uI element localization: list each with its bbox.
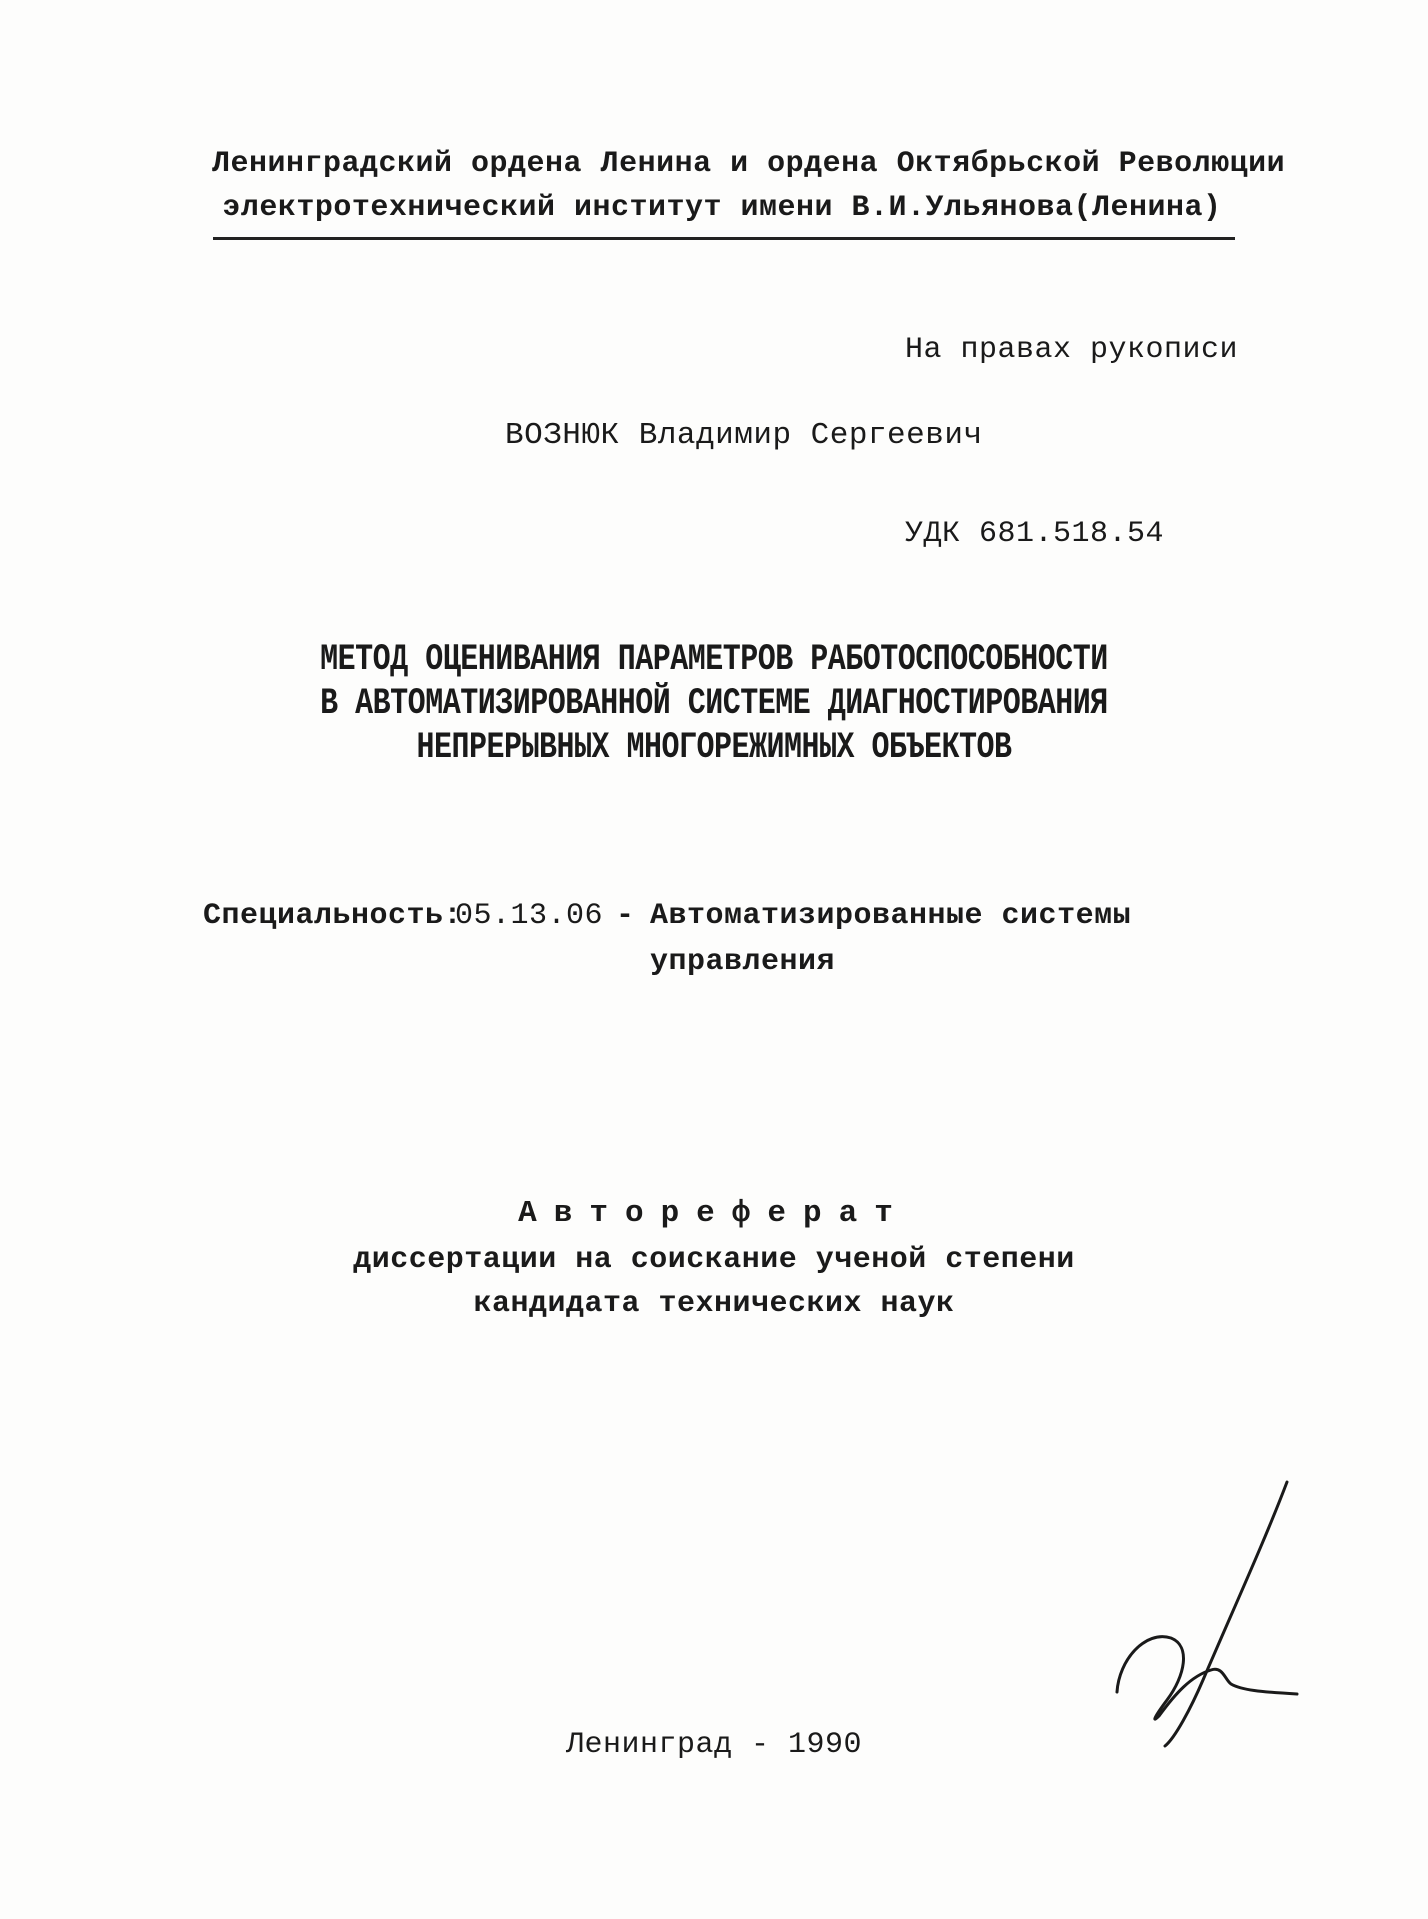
title-line-3: НЕПРЕРЫВНЫХ МНОГОРЕЖИМНЫХ ОБЪЕКТОВ	[416, 726, 1012, 770]
rights-notice: На правах рукописи	[905, 333, 1239, 367]
specialty-name-line-1: Автоматизированные системы	[650, 899, 1132, 933]
specialty-code: 05.13.06	[455, 899, 604, 933]
specialty-name-line-2: управления	[650, 945, 836, 979]
header-divider	[213, 237, 1235, 240]
udc-code: УДК 681.518.54	[905, 517, 1165, 551]
handwritten-signature	[1115, 1480, 1305, 1750]
institution-line-2: электротехнический институт имени В.И.Ульянова(Ленина)	[222, 191, 1222, 225]
specialty-dash: -	[616, 899, 635, 933]
title-line-2: В АВТОМАТИЗИРОВАННОЙ СИСТЕМЕ ДИАГНОСТИРОВАНИЯ	[320, 682, 1108, 726]
abstract-heading: Автореферат	[518, 1196, 910, 1231]
title-line-1: МЕТОД ОЦЕНИВАНИЯ ПАРАМЕТРОВ РАБОТОСПОСОБНОСТИ	[320, 638, 1108, 682]
specialty-label: Специальность:	[203, 899, 463, 933]
institution-line-1: Ленинградский ордена Ленина и ордена Октябрьской Революции	[212, 147, 1286, 181]
author-name: ВОЗНЮК Владимир Сергеевич	[505, 418, 983, 453]
abstract-line-3: кандидата технических наук	[473, 1287, 955, 1321]
city-year: Ленинград - 1990	[565, 1728, 863, 1762]
abstract-line-2: диссертации на соискание ученой степени	[353, 1243, 1075, 1277]
